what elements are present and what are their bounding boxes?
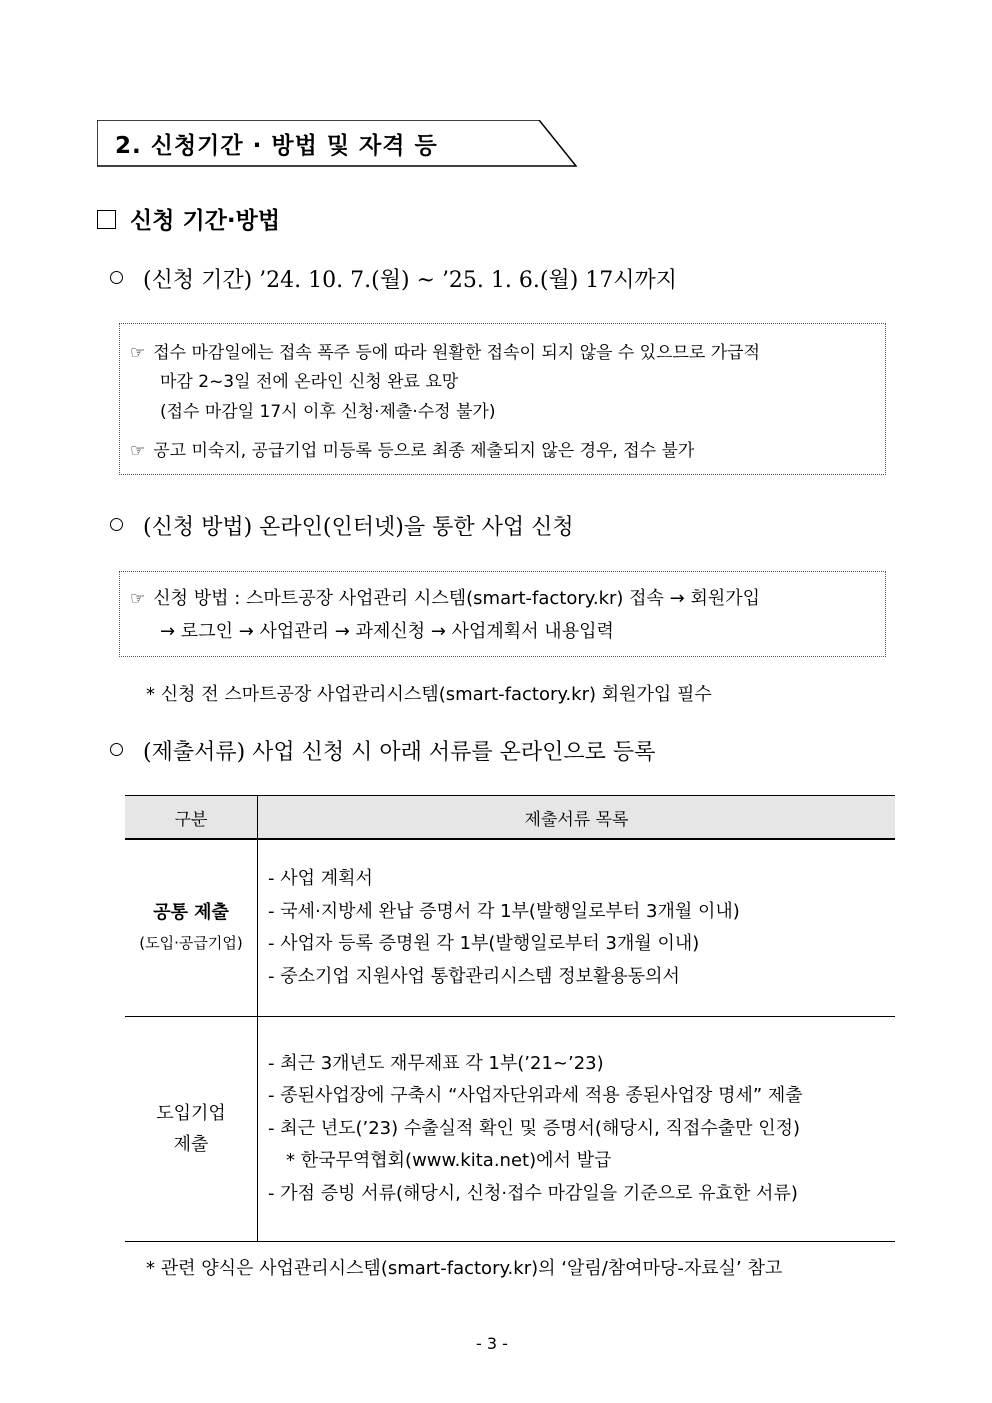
list-item: - 국세·지방세 완납 증명서 각 1부(발행일로부터 3개월 이내) — [268, 900, 740, 922]
list-cell-intro — [258, 1017, 896, 1242]
method-item — [110, 510, 574, 541]
pointing-hand-icon: ☞ — [130, 343, 146, 363]
pointing-hand-icon: ☞ — [130, 589, 146, 609]
category-cell-intro — [125, 1017, 258, 1242]
list-item: - 사업 계획서 — [268, 868, 373, 889]
category-cell-common — [125, 839, 258, 1017]
period-note-1: ☞ 접수 마감일에는 접속 폭주 등에 따라 원활한 접속이 되지 않을 수 있으므로 가급적 — [130, 343, 761, 363]
table-header-list: 제출서류 목록 — [258, 796, 896, 840]
documents-label: (제출서류) 사업 신청 시 아래 서류를 온라인으로 등록 — [143, 740, 656, 765]
category-common-sub: (도입·공급기업) — [139, 934, 243, 952]
period-note-3: (접수 마감일 17시 이후 신청·제출·수정 불가) — [160, 402, 496, 422]
period-label: (신청 기간) ’24. 10. 7.(월) ~ ’25. 1. 6.(월) 17시까지 — [143, 268, 678, 293]
table-header-category: 구분 — [125, 796, 258, 840]
page-number: - 3 - — [476, 1334, 508, 1353]
period-note-2: 마감 2~3일 전에 온라인 신청 완료 요망 — [160, 372, 459, 392]
table-row-intro — [125, 1017, 895, 1242]
list-item: - 종된사업장에 구축시 “사업자단위과세 적용 종된사업장 명세” 제출 — [268, 1085, 803, 1107]
period-note-4: ☞ 공고 미숙지, 공급기업 미등록 등으로 최종 제출되지 않은 경우, 접수 불가 — [130, 441, 695, 461]
subsection-heading — [97, 202, 280, 235]
circle-bullet-icon — [110, 743, 123, 756]
square-bullet-icon — [97, 210, 116, 229]
section-header — [97, 120, 577, 167]
circle-bullet-icon — [110, 518, 123, 531]
category-common-label: 공통 제출 — [153, 902, 229, 923]
list-item: - 최근 3개년도 재무제표 각 1부(’21~’23) — [268, 1052, 604, 1074]
method-notes-box — [119, 571, 886, 657]
method-footnote: * 신청 전 스마트공장 사업관리시스템(smart-factory.kr) 회원가입 필수 — [146, 684, 712, 705]
documents-footnote: * 관련 양식은 사업관리시스템(smart-factory.kr)의 ‘알림/참여마당-자료실’ 참고 — [146, 1258, 783, 1279]
category-intro-line1: 도입기업 — [156, 1103, 226, 1124]
pointing-hand-icon: ☞ — [130, 441, 146, 461]
list-item: * 한국무역협회(www.kita.net)에서 발급 — [286, 1150, 612, 1172]
documents-item — [110, 735, 655, 766]
circle-bullet-icon — [110, 271, 123, 284]
method-note-1: ☞ 신청 방법 : 스마트공장 사업관리 시스템(smart-factory.kr) 접속 → 회원가입 — [130, 588, 761, 609]
list-item: - 가점 증빙 서류(해당시, 신청·접수 마감일을 기준으로 유효한 서류) — [268, 1182, 798, 1204]
table-header-row — [125, 796, 895, 840]
subsection-title: 신청 기간·방법 — [130, 208, 281, 234]
list-item: - 사업자 등록 증명원 각 1부(발행일로부터 3개월 이내) — [268, 933, 700, 954]
section-title: 2. 신청기간 · 방법 및 자격 등 — [115, 133, 438, 159]
period-notes-box — [119, 323, 886, 475]
list-item: - 최근 년도(’23) 수출실적 확인 및 증명서(해당시, 직접수출만 인정) — [268, 1117, 801, 1139]
list-item: - 중소기업 지원사업 통합관리시스템 정보활용동의서 — [268, 965, 680, 987]
documents-table — [125, 795, 895, 1242]
table-row-common — [125, 839, 895, 1017]
list-cell-common — [258, 839, 896, 1017]
period-item — [110, 263, 677, 294]
method-note-2: → 로그인 → 사업관리 → 과제신청 → 사업계획서 내용입력 — [160, 621, 614, 642]
method-label: (신청 방법) 온라인(인터넷)을 통한 사업 신청 — [143, 515, 574, 540]
category-intro-line2: 제출 — [173, 1134, 209, 1155]
